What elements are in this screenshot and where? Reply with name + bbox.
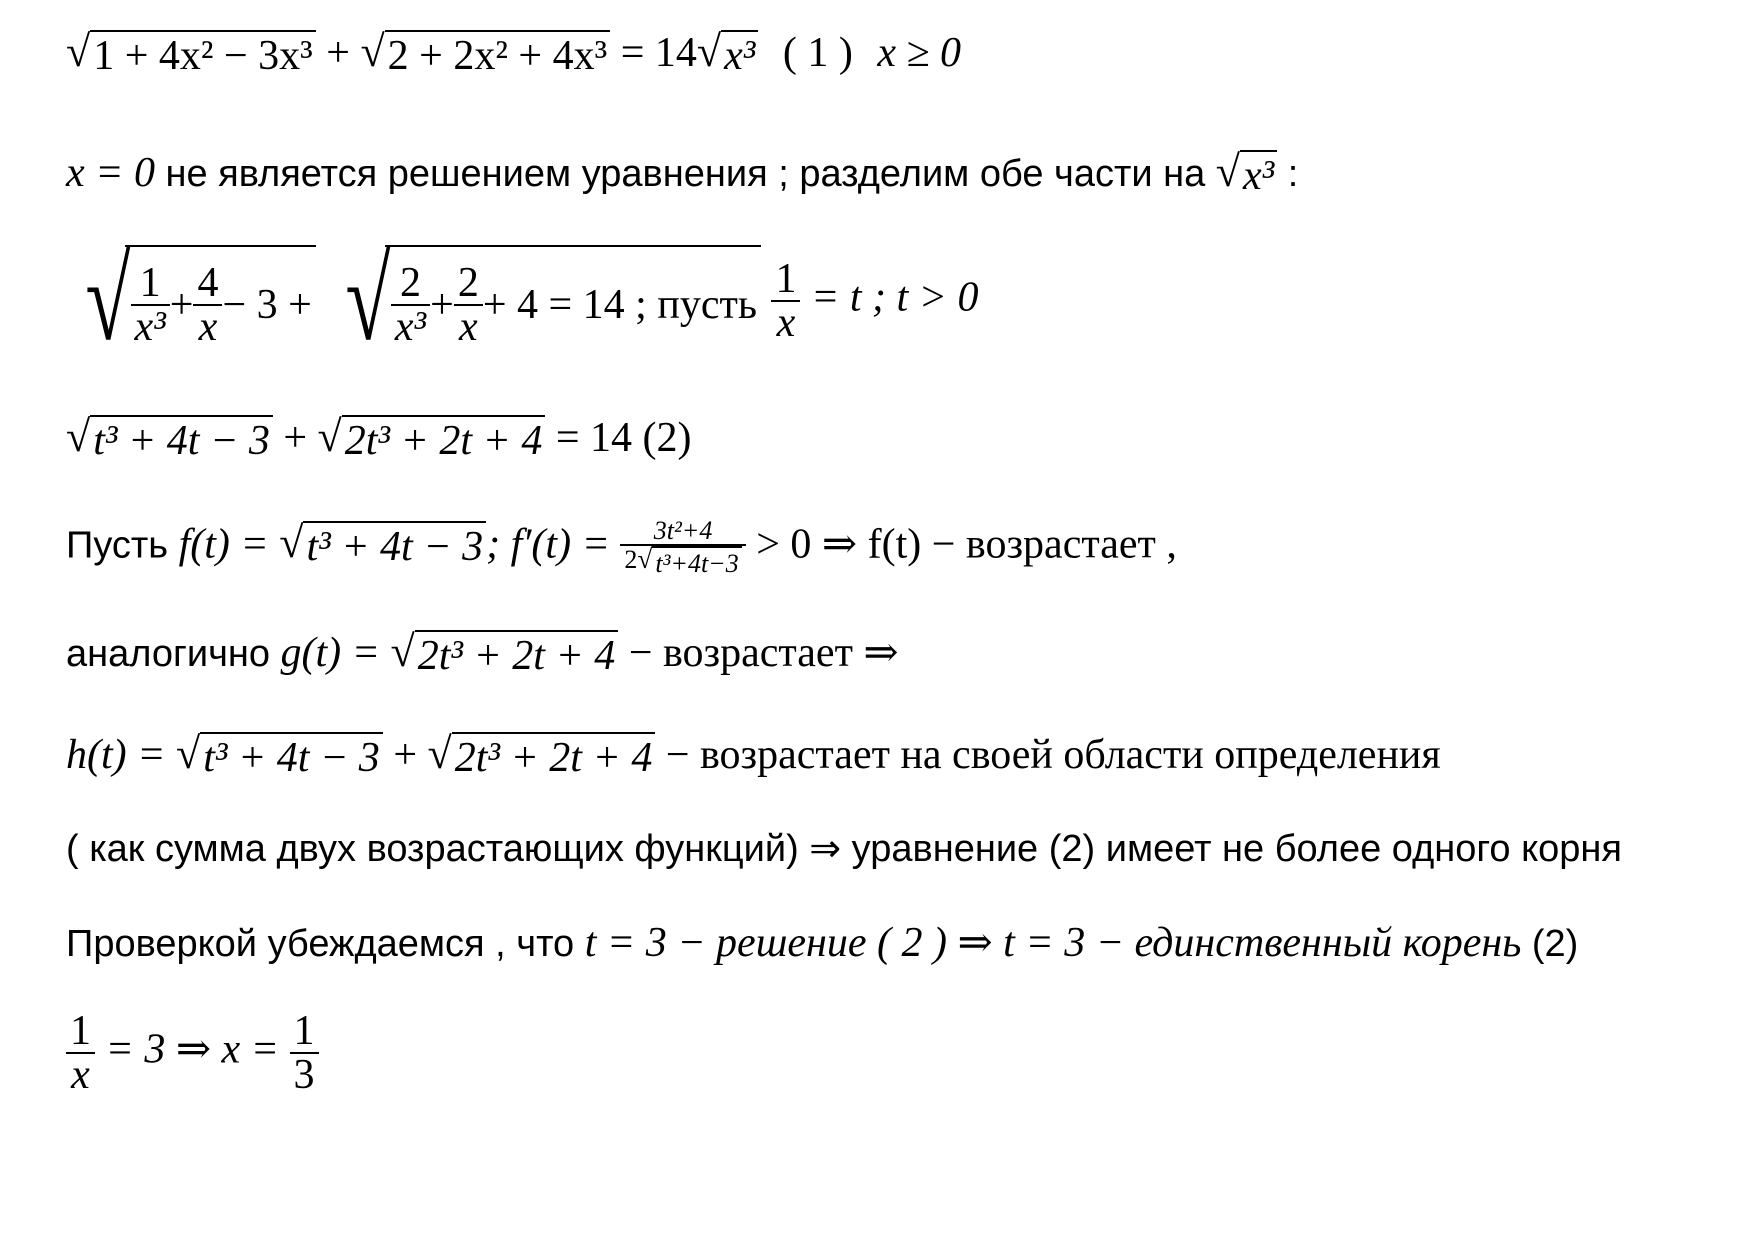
sqrt-f: √ t³ + 4t − 3 bbox=[279, 521, 486, 569]
derivative-line: Пусть f(t) = √ t³ + 4t − 3 ; f′(t) = 3t²+4 2 √ t³+4t−3 > 0 ⇒ f(t) − возрастает , bbox=[66, 516, 1177, 578]
sqrt-term-1: √ 1 + 4x² − 3x³ bbox=[66, 30, 316, 78]
sqrt-g: √ 2t³ + 2t + 4 bbox=[390, 630, 618, 678]
sqrt-divisor: √ x³ bbox=[1216, 150, 1277, 198]
equation-label: ( 1 ) bbox=[782, 30, 853, 76]
sqrt-h-1: √ t³ + 4t − 3 bbox=[176, 732, 383, 780]
verification-line: Проверкой убеждаемся , что t = 3 − решение ( 2 ) ⇒ t = 3 − единственный корень (2) bbox=[66, 920, 1579, 966]
equation-2: √ $\frac{1}{\text{x³}}$ + $\frac{4}{x}$ − 3 + √ $\frac{2}{\text{x³}}$ + $\frac{2}{x}$ + 4 = 14 ; пусть $\frac{1}{x}$ = t ; t > 0 bbox=[66, 245, 979, 357]
big-sqrt-2: √ $\frac{2}{\text{x³}}$ + $\frac{2}{x}$ + 4 = 14 ; пусть bbox=[326, 245, 761, 357]
derivative-fraction: 3t²+4 2 √ t³+4t−3 bbox=[620, 518, 745, 577]
sqrt-term-g: √ 2t³ + 2t + 4 bbox=[318, 415, 546, 463]
equation-3: √ t³ + 4t − 3 + √ 2t³ + 2t + 4 = 14 (2) bbox=[66, 412, 692, 464]
note-line: x = 0 не является решением уравнения ; разделим обе части на √ x³ : bbox=[66, 147, 1299, 199]
final-answer: $\frac{1}{x}$ = 3 ⇒ x = $\frac{1}{3}$ bbox=[66, 1010, 319, 1096]
sqrt-h-2: √ 2t³ + 2t + 4 bbox=[428, 732, 656, 780]
sqrt-term-f: √ t³ + 4t − 3 bbox=[66, 415, 273, 463]
sqrt-term-2: √ 2 + 2x² + 4x³ bbox=[360, 30, 610, 78]
domain-condition: x ≥ 0 bbox=[877, 30, 962, 76]
analogous-line: аналогично g(t) = √ 2t³ + 2t + 4 − возрастает ⇒ bbox=[66, 627, 899, 679]
big-sqrt-1: √ $\frac{1}{\text{x³}}$ + $\frac{4}{x}$ − 3 + bbox=[66, 245, 316, 357]
equation-1: √ 1 + 4x² − 3x³ + √ 2 + 2x² + 4x³ = 14 √ x³ ( 1 ) x ≥ 0 bbox=[66, 27, 962, 79]
h-line: h(t) = √ t³ + 4t − 3 + √ 2t³ + 2t + 4 − возрастает на своей области определения bbox=[66, 729, 1441, 781]
monotonic-conclusion: ( как сумма двух возрастающих функций) ⇒ уравнение (2) имеет не более одного корня bbox=[66, 828, 1622, 870]
sqrt-term-3: √ x³ bbox=[697, 30, 758, 78]
